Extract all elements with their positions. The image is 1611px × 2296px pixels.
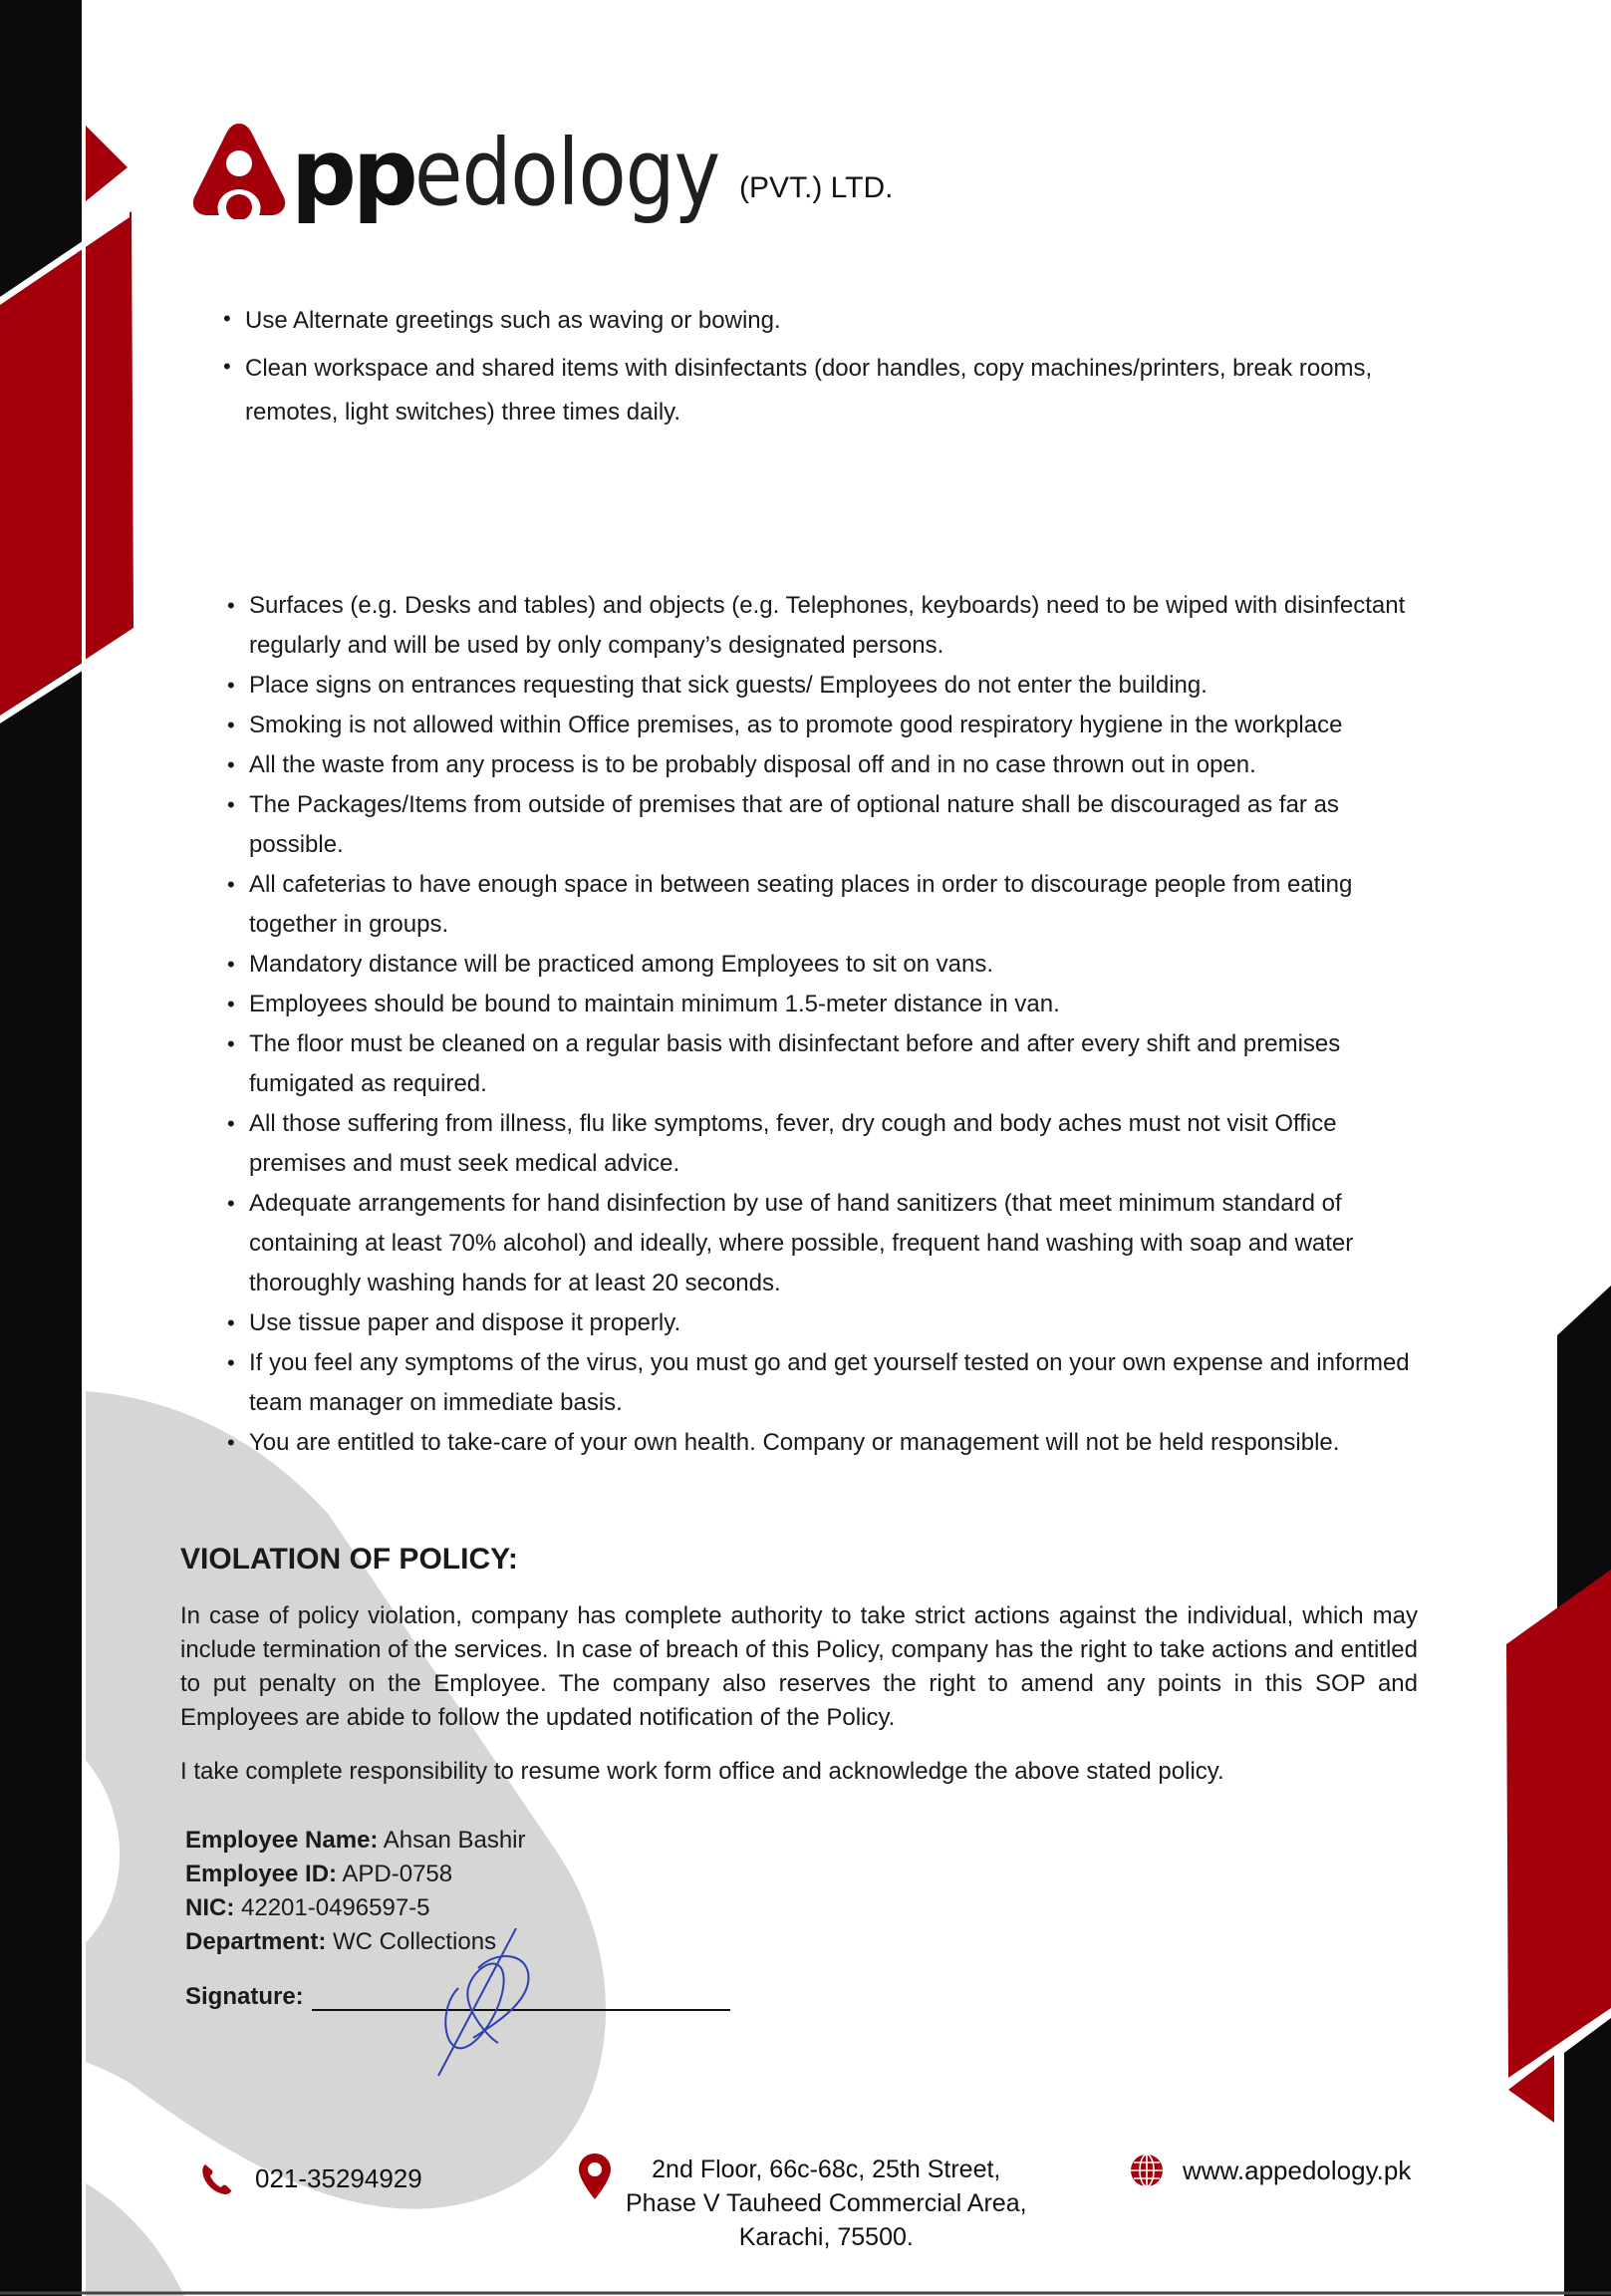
left-red-triangle	[86, 126, 128, 201]
nic-value: 42201-0496597-5	[241, 1894, 430, 1921]
logo-a-mark-icon	[189, 120, 289, 219]
list-item-text: All the waste from any process is to be probably disposal off and in no case thrown out in open.	[249, 751, 1256, 778]
list-item-text: If you feel any symptoms of the virus, you must go and get yourself tested on your own expense and informed team manager on immediate basis.	[249, 1349, 1410, 1416]
list-item-text: Mandatory distance will be practiced among Employees to sit on vans.	[249, 951, 994, 978]
website-link[interactable]: www.appedology.pk	[1183, 2154, 1412, 2185]
address-lines	[626, 2152, 1027, 2254]
phone-icon	[199, 2160, 235, 2196]
globe-icon	[1129, 2152, 1165, 2188]
footer-website	[1129, 2152, 1411, 2188]
list-item	[227, 586, 1423, 666]
right-black-lower	[1564, 2018, 1611, 2296]
list-item	[227, 1423, 1423, 1463]
list-item-text: All those suffering from illness, flu like symptoms, fever, dry cough and body aches must not visit Office premises and must seek medical advice.	[249, 1110, 1337, 1177]
logo-text-bold: pp	[291, 120, 414, 226]
bullet-list-top	[223, 299, 1419, 438]
list-item-text: Place signs on entrances requesting that sick guests/ Employees do not enter the building.	[249, 672, 1208, 699]
nic-label: NIC:	[185, 1894, 235, 1921]
department-label: Department:	[185, 1928, 327, 1955]
list-item-text: You are entitled to take-care of your own health. Company or management will not be held responsible.	[249, 1429, 1340, 1456]
list-item	[227, 1184, 1423, 1303]
address-line-1: 2nd Floor, 66c-68c, 25th Street,	[652, 2155, 1001, 2183]
list-item-text: Use Alternate greetings such as waving or bowing.	[245, 307, 781, 334]
address-line-2: Phase V Tauheed Commercial Area,	[626, 2189, 1027, 2217]
section-heading-violation: VIOLATION OF POLICY:	[180, 1543, 518, 1576]
list-item-text: The floor must be cleaned on a regular basis with disinfectant before and after every shift and premises fumigated as required.	[249, 1030, 1341, 1097]
list-item	[227, 706, 1423, 745]
list-item-text: All cafeterias to have enough space in between seating places in order to discourage people from eating together in groups.	[249, 871, 1353, 938]
footer-address	[578, 2152, 1027, 2254]
nic-row	[185, 1891, 526, 1925]
employee-name-label: Employee Name:	[185, 1827, 379, 1854]
list-item-text: Employees should be bound to maintain minimum 1.5-meter distance in van.	[249, 991, 1060, 1017]
handwritten-signature	[418, 1928, 558, 2078]
employee-name-row	[185, 1824, 526, 1858]
employee-id-row	[185, 1858, 526, 1891]
left-white-panel	[82, 0, 86, 2296]
location-pin-icon	[578, 2152, 612, 2200]
phone-number: 021-35294929	[255, 2162, 422, 2193]
list-item-text: Clean workspace and shared items with disinfectants (door handles, copy machines/printers, break rooms, remotes, light switches) three times daily.	[245, 355, 1373, 426]
list-item-text: Use tissue paper and dispose it properly.	[249, 1309, 681, 1336]
list-item-text: Surfaces (e.g. Desks and tables) and objects (e.g. Telephones, keyboards) need to be wiped with disinfectant regularly and will be used by only company’s designated persons.	[249, 592, 1406, 659]
list-item	[227, 666, 1423, 706]
employee-id-value: APD-0758	[342, 1861, 453, 1887]
footer-phone	[199, 2160, 422, 2196]
company-logo	[189, 100, 894, 226]
list-item	[227, 785, 1423, 865]
logo-suffix: (PVT.) LTD.	[739, 171, 894, 204]
employee-id-label: Employee ID:	[185, 1861, 338, 1887]
violation-paragraph: In case of policy violation, company has complete authority to take strict actions against the individual, which may include termination of the services. In case of breach of this Policy, company has the right to take actions and entitled to put penalty on the Employee. The company also reserves the right to amend any points in this SOP and Employees are abide to follow the updated notification of the Policy.	[180, 1602, 1418, 1731]
list-item-text: The Packages/Items from outside of premises that are of optional nature shall be discouraged as far as possible.	[249, 791, 1339, 858]
acknowledgement-text: I take complete responsibility to resume work form office and acknowledge the above stated policy.	[180, 1758, 1224, 1785]
list-item	[227, 1343, 1423, 1423]
list-item-text: Adequate arrangements for hand disinfection by use of hand sanitizers (that meet minimum standard of containing at least 70% alcohol) and ideally, where possible, frequent hand washing with soap and water thoroughly washing hands for at least 20 seconds.	[249, 1190, 1354, 1296]
bullet-list-main	[227, 586, 1423, 1463]
right-red-band	[1506, 1570, 1611, 2078]
list-item	[227, 1024, 1423, 1104]
list-item-text: Smoking is not allowed within Office premises, as to promote good respiratory hygiene in the workplace	[249, 712, 1343, 738]
list-item	[227, 1303, 1423, 1343]
department-value: WC Collections	[333, 1928, 497, 1955]
signature-label: Signature:	[185, 1983, 304, 2010]
list-item	[223, 347, 1419, 434]
logo-text-light: edology	[413, 120, 719, 226]
address-line-3: Karachi, 75500.	[738, 2223, 914, 2251]
list-item	[223, 299, 1419, 343]
list-item	[227, 745, 1423, 785]
list-item	[227, 945, 1423, 985]
employee-name-value: Ahsan Bashir	[383, 1827, 526, 1854]
list-item	[227, 1104, 1423, 1184]
list-item	[227, 865, 1423, 945]
list-item	[227, 985, 1423, 1024]
